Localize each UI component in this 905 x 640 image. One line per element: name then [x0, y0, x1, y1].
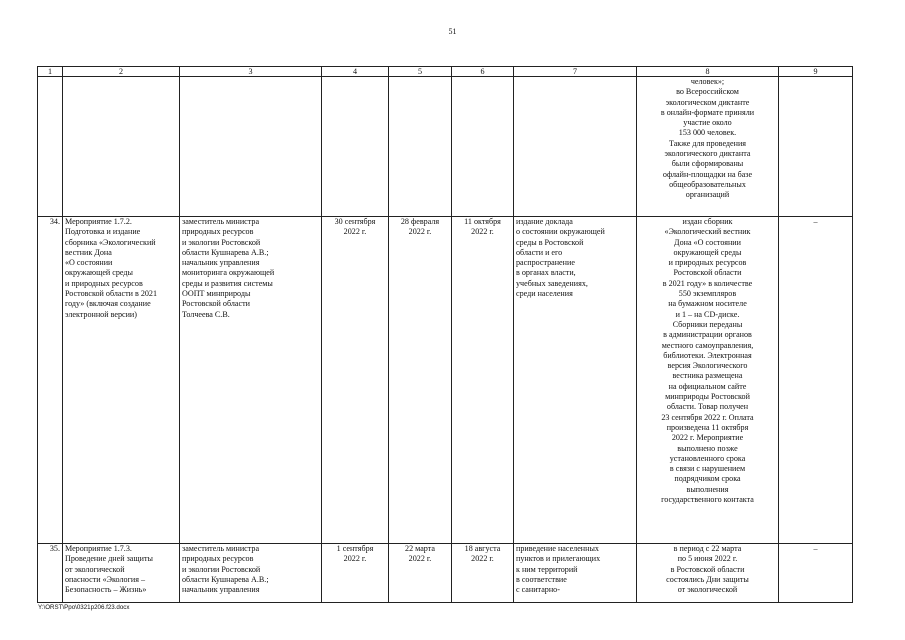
column-header: 9: [779, 67, 853, 77]
end-date-cell: 18 августа 2022 г.: [452, 544, 514, 603]
notes-cell: –: [779, 217, 853, 544]
column-header: 1: [38, 67, 63, 77]
end-date-cell: [452, 77, 514, 217]
start-date-cell: 22 марта 2022 г.: [389, 544, 452, 603]
notes-cell: –: [779, 544, 853, 603]
table-row: [38, 544, 853, 603]
activity-cell: Мероприятие 1.7.2. Подготовка и издание сборника «Экологический вестник Дона «О состоянии окружающей среды и природных ресурсов Ростовской области в 2021 году» (включая создание электронной версии): [63, 217, 180, 544]
column-header: 3: [180, 67, 322, 77]
column-header: 2: [63, 67, 180, 77]
actual-result-cell: в период с 22 марта по 5 июня 2022 г. в Ростовской области состоялись Дни защиты от экологической: [637, 544, 779, 603]
start-date-cell: 28 февраля 2022 г.: [389, 217, 452, 544]
column-header: 4: [322, 67, 389, 77]
table-row: [38, 217, 853, 544]
file-path-footer: Y:\ORST\Ppo\0321p206.f23.docx: [38, 604, 130, 611]
column-header: 7: [514, 67, 637, 77]
row-number: 34.: [38, 217, 63, 544]
end-date-cell: 11 октября 2022 г.: [452, 217, 514, 544]
activity-cell: [63, 77, 180, 217]
expected-result-cell: издание доклада о состоянии окружающей среды в Ростовской области и его распространение в органах власти, учебных заведениях, среди населения: [514, 217, 637, 544]
report-table: [37, 66, 853, 603]
planned-date-cell: [322, 77, 389, 217]
responsible-cell: заместитель министра природных ресурсов и экологии Ростовской области Кушнарева А.В.; начальник управления: [180, 544, 322, 603]
expected-result-cell: приведение населенных пунктов и прилегающих к ним территорий в соответствие с санитарно-: [514, 544, 637, 603]
column-header: 5: [389, 67, 452, 77]
row-number: 35.: [38, 544, 63, 603]
planned-date-cell: 1 сентября 2022 г.: [322, 544, 389, 603]
responsible-cell: [180, 77, 322, 217]
actual-result-cell: издан сборник «Экологический вестник Дона «О состоянии окружающей среды и природных ресурсов Ростовской области в 2021 году» в количестве 550 экземпляров на бумажном носителе и 1 – на CD-диске. Сборники переданы в администрации органов местного самоуправления, библиотеки. Электронная версия Экологического вестника размещена на официальном сайте минприроды Ростовской области. Товар получен 23 сентября 2022 г. Оплата произведена 11 октября 2022 г. Мероприятие выполнено позже установленного срока в связи с нарушением подрядчиком срока выполнения государственного контакта: [637, 217, 779, 544]
actual-result-cell: человек»; во Всероссийском экологическом диктанте в онлайн-формате приняли участие около 153 000 человек. Также для проведения экологического диктанта были сформированы офлайн-площадки на базе общеобразовательных организаций: [637, 77, 779, 217]
activity-cell: Мероприятие 1.7.3. Проведение дней защиты от экологической опасности «Экология – Безопасность – Жизнь»: [63, 544, 180, 603]
column-header: 6: [452, 67, 514, 77]
start-date-cell: [389, 77, 452, 217]
table-row: [38, 77, 853, 217]
column-number-row: [38, 67, 853, 77]
row-number: [38, 77, 63, 217]
column-header: 8: [637, 67, 779, 77]
page-number: 51: [448, 27, 457, 36]
planned-date-cell: 30 сентября 2022 г.: [322, 217, 389, 544]
expected-result-cell: [514, 77, 637, 217]
notes-cell: [779, 77, 853, 217]
responsible-cell: заместитель министра природных ресурсов и экологии Ростовской области Кушнарева А.В.; начальник управления мониторинга окружающей среды и развития системы ООПТ минприроды Ростовской области Толчеева С.В.: [180, 217, 322, 544]
